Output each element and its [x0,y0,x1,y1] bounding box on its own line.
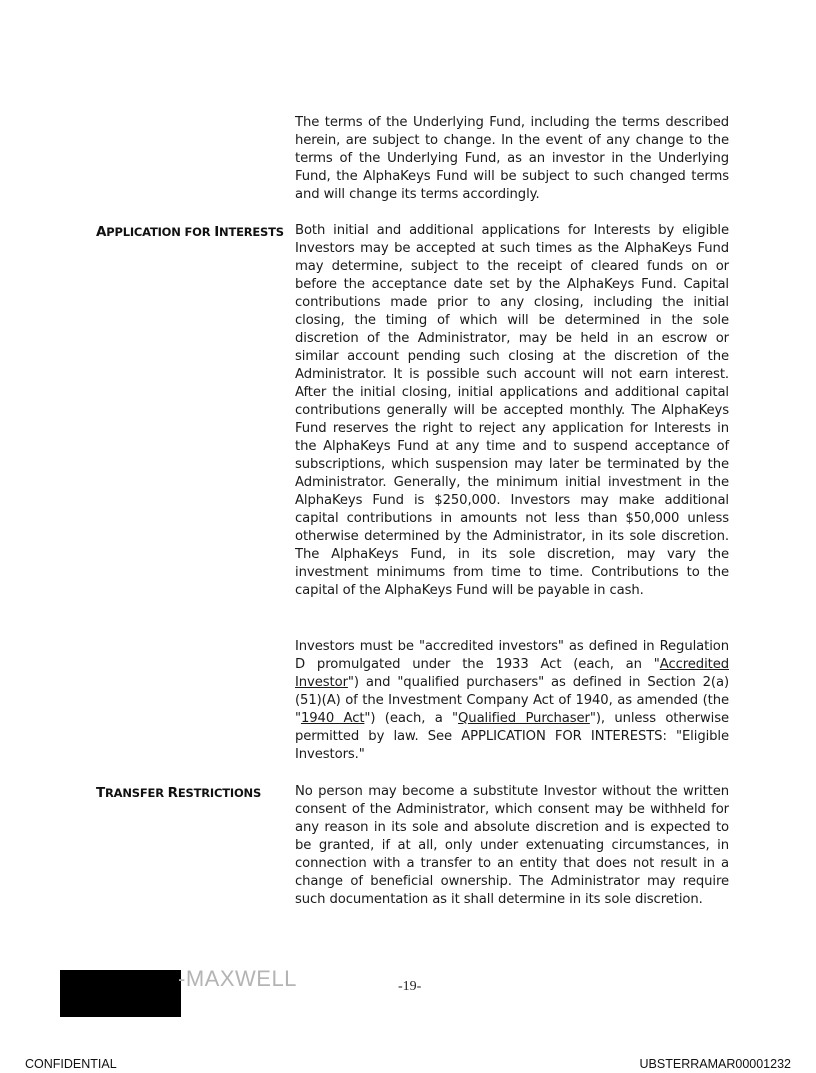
defined-term-qualified-purchaser: Qualified Purchaser [458,711,590,726]
intro-paragraph: The terms of the Underlying Fund, including the terms described herein, are subject to change. In the event of any change to the terms of the Underlying Fund, as an investor in the Underlying Fund, the AlphaKeys Fund will be subject to such changed terms and will change its terms accordingly. [295,115,729,202]
application-paragraph-1: Both initial and additional applications for Interests by eligible Investors may be accepted at such times as the AlphaKeys Fund may determine, subject to the receipt of cleared funds on or before the acceptance date set by the AlphaKeys Fund. Capital contributions made prior to any closing, including the initial closing, the timing of which will be determined in the sole discretion of the Administrator, may be held in an escrow or similar account pending such closing at the discretion of the Administrator. It is possible such account will not earn interest. After the initial closing, initial applications and additional capital contributions generally will be accepted monthly. The AlphaKeys Fund reserves the right to reject any application for Interests in the AlphaKeys Fund at any time and to suspend acceptance of subscriptions, which suspension may later be terminated by the Administrator. Generally, the minimum initial investment in the AlphaKeys Fund is $250,000. Investors may make additional capital contributions in amounts not less than $50,000 unless otherwise determined by the Administrator, in its sole discretion. The AlphaKeys Fund, in its sole discretion, may vary the investment minimums from time to time. Contributions to the capital of the AlphaKeys Fund will be payable in cash. [295,223,729,598]
transfer-restrictions-paragraph: No person may become a substitute Investor without the written consent of the Administrator, which consent may be withheld for any reason in its sole and absolute discretion and is expected to be granted, if at all, only under extenuating circumstances, in connection with a transfer to an entity that does not result in a change of beneficial ownership. The Administrator may require such documentation as it shall determine in its sole discretion. [295,784,729,907]
defined-term-1940-act: 1940 Act [300,711,365,726]
section-heading-application-for-interests: APPLICATION FOR INTERESTS [96,224,284,240]
defined-term-accredited-investor: Accredited Investor [295,657,729,690]
page-number: -19- [398,979,422,994]
section-heading-transfer-restrictions: TRANSFER RESTRICTIONS [96,785,262,801]
bates-number: UBSTERRAMAR00001232 [639,1057,791,1071]
confidential-label: CONFIDENTIAL [25,1057,117,1071]
maxwell-stamp: -MAXWELL [178,966,297,991]
application-paragraph-2: Investors must be "accredited investors" as defined in Regulation D promulgated under the 1933 Act (each, an "Accredited Investor") and "qualified purchasers" as defined in Section 2(a)(51)(A) of the Investment Company Act of 1940, as amended (the "1940 Act") (each, a "Qualified Purchaser"), unless otherwise permitted by law. See APPLICATION FOR INTERESTS: "Eligible Investors." [295,639,730,762]
redaction-block [60,970,181,1017]
